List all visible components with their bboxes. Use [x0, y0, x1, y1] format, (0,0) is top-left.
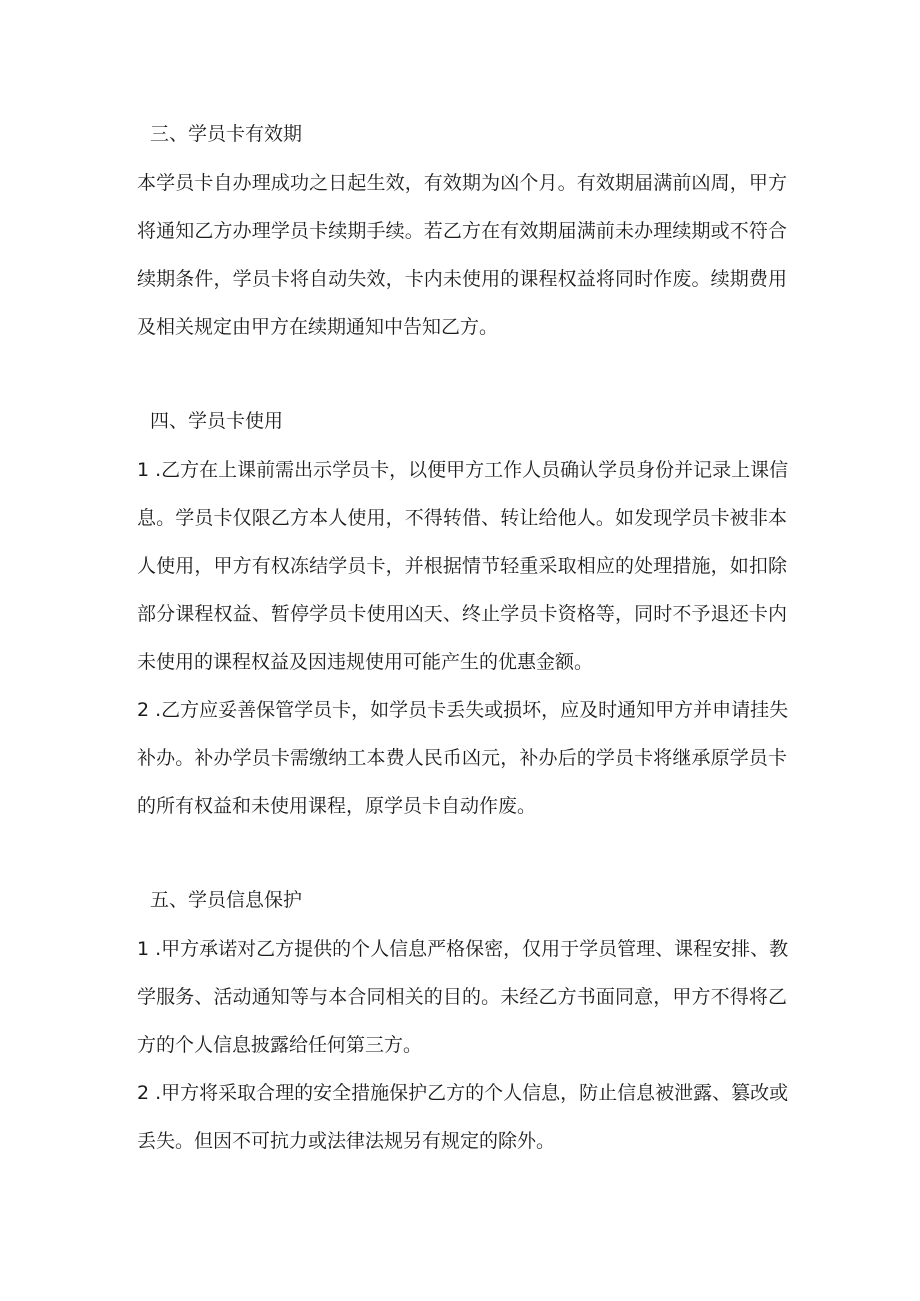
section-4-item-1-line-5: 未使用的课程权益及因违规使用可能产生的优惠金额。 — [137, 651, 594, 673]
section-3-line-1: 本学员卡自办理成功之日起生效，有效期为凶个月。有效期届满前凶周，甲方 — [137, 172, 787, 194]
section-3-heading: 三、学员卡有效期 — [150, 123, 303, 145]
section-4-item-1-line-4: 部分课程权益、暂停学员卡使用凶天、终止学员卡资格等，同时不予退还卡内 — [137, 603, 787, 625]
section-4-item-1-line-1: 1 .乙方在上课前需出示学员卡，以便甲方工作人员确认学员身份并记录上课信 — [137, 459, 789, 481]
section-4-item-2-line-3: 的所有权益和未使用课程，原学员卡自动作废。 — [137, 795, 537, 817]
section-4-item-1-line-3: 人使用，甲方有权冻结学员卡，并根据情节轻重采取相应的处理措施，如扣除 — [137, 555, 787, 577]
section-5-item-2-line-1: 2 .甲方将采取合理的安全措施保护乙方的个人信息，防止信息被泄露、篡改或 — [137, 1082, 789, 1104]
section-4-heading: 四、学员卡使用 — [150, 410, 284, 432]
section-5-item-1-line-3: 方的个人信息披露给任何第三方。 — [137, 1034, 423, 1056]
section-3-line-3: 续期条件，学员卡将自动失效，卡内未使用的课程权益将同时作废。续期费用 — [137, 268, 787, 290]
section-3-line-4: 及相关规定由甲方在续期通知中告知乙方。 — [137, 316, 499, 338]
section-5-heading: 五、学员信息保护 — [150, 889, 303, 911]
section-3-line-2: 将通知乙方办理学员卡续期手续。若乙方在有效期届满前未办理续期或不符合 — [137, 220, 787, 242]
section-4-item-2-line-1: 2 .乙方应妥善保管学员卡，如学员卡丢失或损坏，应及时通知甲方并申请挂失 — [137, 699, 789, 721]
section-5-item-1-line-2: 学服务、活动通知等与本合同相关的目的。未经乙方书面同意，甲方不得将乙 — [137, 986, 787, 1008]
section-5-item-2-line-2: 丢失。但因不可抗力或法律法规另有规定的除外。 — [137, 1130, 556, 1152]
section-4-item-1-line-2: 息。学员卡仅限乙方本人使用，不得转借、转让给他人。如发现学员卡被非本 — [137, 507, 787, 529]
section-4-item-2-line-2: 补办。补办学员卡需缴纳工本费人民币凶元，补办后的学员卡将继承原学员卡 — [137, 747, 787, 769]
section-5-item-1-line-1: 1 .甲方承诺对乙方提供的个人信息严格保密，仅用于学员管理、课程安排、教 — [137, 938, 789, 960]
